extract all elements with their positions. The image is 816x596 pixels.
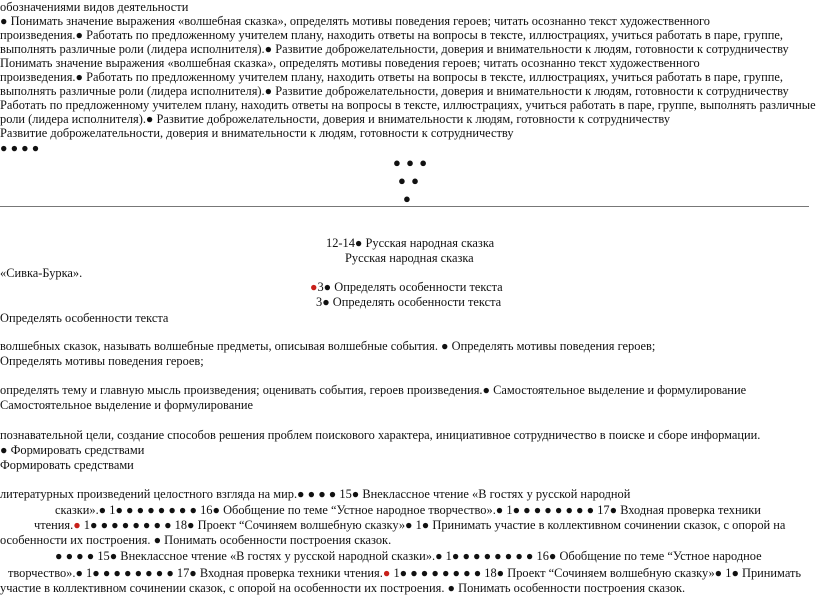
text-line: обозначениями видов деятельности [0,0,189,14]
text-line: Развитие доброжелательности, доверия и внимательности к людям, готовности к сотрудничеству [0,126,514,140]
text-line: Работать по предложенному учителем плану, находить ответы на вопросы в тексте, иллюстрациях, учиться работать в паре, группе, выполнять различные [0,98,816,112]
task-line [310,280,503,294]
text-line: выполнять различные роли (лидера исполнителя).● Развитие доброжелательности, доверия и внимательности к людям, готовности к сотрудничеству [0,42,789,56]
text-line [8,566,801,580]
bullet-cluster: ● [403,191,412,206]
text-line: Формировать средствами [0,458,134,472]
task-line: Определять особенности текста [0,311,169,325]
text-fragment: 1● ● ● ● ● ● ● ● 18● Проект “Сочиняем волшебную сказку»● 1● Принимать участие в коллективном сочинении сказок, с опорой на [80,518,786,532]
text-line: ● Формировать средствами [0,443,145,457]
text-line: Самостоятельное выделение и формулирование [0,398,253,412]
red-bullet-icon: ● [382,566,391,580]
text-fragment: чтения. [34,518,74,532]
text-line: выполнять различные роли (лидера исполнителя).● Развитие доброжелательности, доверия и внимательности к людям, готовности к сотрудничеству [0,84,789,98]
text-line: Определять мотивы поведения героев; [0,354,204,368]
story-title: «Сивка-Бурка». [0,266,83,280]
red-bullet-icon: ● [73,518,81,532]
text-line: литературных произведений целостного взгляда на мир.● ● ● ● 15● Внеклассное чтение «В гостях у русской народной [0,487,631,501]
text-line: волшебных сказок, называть волшебные предметы, описывая волшебные события. ● Определять мотивы поведения героев; [0,339,656,353]
text-line: особенности их построения. ● Понимать особенности построения сказок. [0,533,392,547]
text-fragment: творчество».● 1● ● ● ● ● ● ● ● 17● Входная проверка техники чтения. [8,566,383,580]
text-line: познавательной цели, создание способов решения проблем поискового характера, инициативное сотрудничество в поиске и сборе информации. [0,428,761,442]
text-line: роли (лидера исполнителя).● Развитие доброжелательности, доверия и внимательности к людям, готовности к сотрудничеству [0,112,671,126]
bullet-cluster: ● ● ● [393,155,429,170]
task-text: 3● Определять особенности текста [317,280,503,294]
text-fragment: 1● ● ● ● ● ● ● ● 18● Проект “Сочиняем волшебную сказку»● 1● Принимать [390,566,802,580]
genre-line: Русская народная сказка [345,251,474,265]
bullet-cluster: ● ● [398,173,420,188]
text-line: Понимать значение выражения «волшебная сказка», определять мотивы поведения героев; читать осознанно текст художественного [0,56,700,70]
text-line: произведения.● Работать по предложенному учителем плану, находить ответы на вопросы в тексте, иллюстрациях, учиться работать в паре, группе, [0,28,783,42]
text-line: произведения.● Работать по предложенному учителем плану, находить ответы на вопросы в тексте, иллюстрациях, учиться работать в паре, группе, [0,70,783,84]
red-bullet-icon: ● [310,280,318,294]
text-line: ● Понимать значение выражения «волшебная сказка», определять мотивы поведения героев; читать оcознанно текст художественного [0,14,711,28]
text-line: ● ● ● ● 15● Внеклассное чтение «В гостях у русской народной сказки».● 1● ● ● ● ● ● ● ● 16● Обобщение по теме “Устное народное [55,549,762,563]
task-line: 3● Определять особенности текста [316,295,502,309]
lesson-line: 12-14● Русская народная сказка [326,236,495,250]
text-line: определять тему и главную мысль произведения; оценивать события, героев произведения.● Самостоятельное выделение и формулирование [0,383,747,397]
text-line: участие в коллективном сочинении сказок, с опорой на особенности их построения. ● Понимать особенности построения сказок. [0,581,686,595]
divider [0,206,809,207]
text-line: сказки».● 1● ● ● ● ● ● ● ● 16● Обобщение по теме “Устное народное творчество».● 1● ● ● ● ● ● ● ● 17● Входная проверка техники [55,503,761,517]
text-line [34,518,785,532]
bullet-row: ● ● ● ● [0,141,40,155]
